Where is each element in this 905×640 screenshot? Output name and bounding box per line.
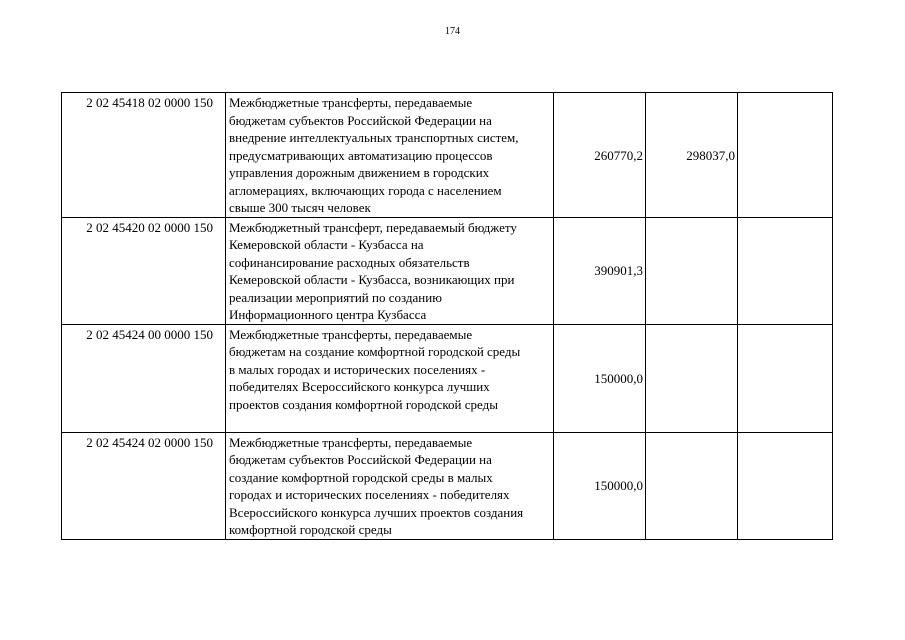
name-line: Межбюджетные трансферты, передаваемые bbox=[229, 326, 473, 342]
page-number: 174 bbox=[445, 26, 460, 37]
table-row bbox=[62, 432, 833, 539]
name-line: бюджетам на создание комфортной городской среды bbox=[229, 344, 521, 359]
amount-cell-3 bbox=[738, 324, 833, 432]
revenue-name-cell bbox=[226, 324, 554, 432]
name-line: реализации мероприятий по созданию bbox=[229, 289, 442, 305]
amount-cell-2 bbox=[646, 217, 738, 324]
name-line: победителях Всероссийского конкурса лучших bbox=[229, 379, 490, 394]
name-line: Кемеровской области - Кузбасса на bbox=[229, 237, 424, 252]
table-row bbox=[62, 93, 833, 218]
name-line: бюджетам субъектов Российской Федерации на bbox=[229, 112, 492, 128]
revenue-code-cell: 2 02 45424 02 0000 150 bbox=[62, 432, 226, 539]
revenue-code-cell: 2 02 45418 02 0000 150 bbox=[62, 93, 226, 218]
name-line: агломерациях, включающих города с населением bbox=[229, 182, 502, 198]
name-line: Всероссийского конкурса лучших проектов создания bbox=[229, 504, 524, 520]
name-line: Межбюджетные трансферты, передаваемые bbox=[229, 95, 473, 110]
name-line: Информационного центра Кузбасса bbox=[229, 307, 427, 322]
name-line: Межбюджетные трансферты, передаваемые bbox=[229, 434, 473, 450]
name-line: софинансирование расходных обязательств bbox=[229, 254, 470, 270]
name-line: бюджетам субъектов Российской Федерации на bbox=[229, 452, 492, 467]
name-line: внедрение интеллектуальных транспортных систем, bbox=[229, 130, 519, 145]
table-row bbox=[62, 324, 833, 432]
amount-cell-2 bbox=[646, 324, 738, 432]
amount-cell-1: 150000,0 bbox=[554, 432, 646, 539]
name-line: Кемеровской области - Кузбасса, возникающих при bbox=[229, 272, 515, 287]
budget-revenue-table bbox=[61, 92, 833, 540]
revenue-code-cell: 2 02 45420 02 0000 150 bbox=[62, 217, 226, 324]
name-line: в малых городах и исторических поселениях - bbox=[229, 361, 486, 377]
revenue-name-cell bbox=[226, 217, 554, 324]
revenue-name-cell bbox=[226, 432, 554, 539]
amount-cell-1: 260770,2 bbox=[554, 93, 646, 218]
table-row bbox=[62, 217, 833, 324]
name-line: свыше 300 тысяч человек bbox=[229, 200, 371, 215]
revenue-name-cell bbox=[226, 93, 554, 218]
name-line: проектов создания комфортной городской среды bbox=[229, 396, 498, 412]
amount-cell-2 bbox=[646, 432, 738, 539]
name-line: создание комфортной городской среды в малых bbox=[229, 469, 493, 485]
name-line: комфортной городской среды bbox=[229, 522, 392, 537]
name-line: управления дорожным движением в городских bbox=[229, 165, 490, 180]
amount-cell-3 bbox=[738, 93, 833, 218]
amount-cell-1: 150000,0 bbox=[554, 324, 646, 432]
amount-cell-1: 390901,3 bbox=[554, 217, 646, 324]
name-line: городах и исторических поселениях - победителях bbox=[229, 487, 510, 502]
amount-cell-2: 298037,0 bbox=[646, 93, 738, 218]
amount-cell-3 bbox=[738, 217, 833, 324]
name-line: предусматривающих автоматизацию процессов bbox=[229, 147, 493, 163]
revenue-code-cell: 2 02 45424 00 0000 150 bbox=[62, 324, 226, 432]
amount-cell-3 bbox=[738, 432, 833, 539]
name-line: Межбюджетный трансферт, передаваемый бюджету bbox=[229, 219, 517, 235]
